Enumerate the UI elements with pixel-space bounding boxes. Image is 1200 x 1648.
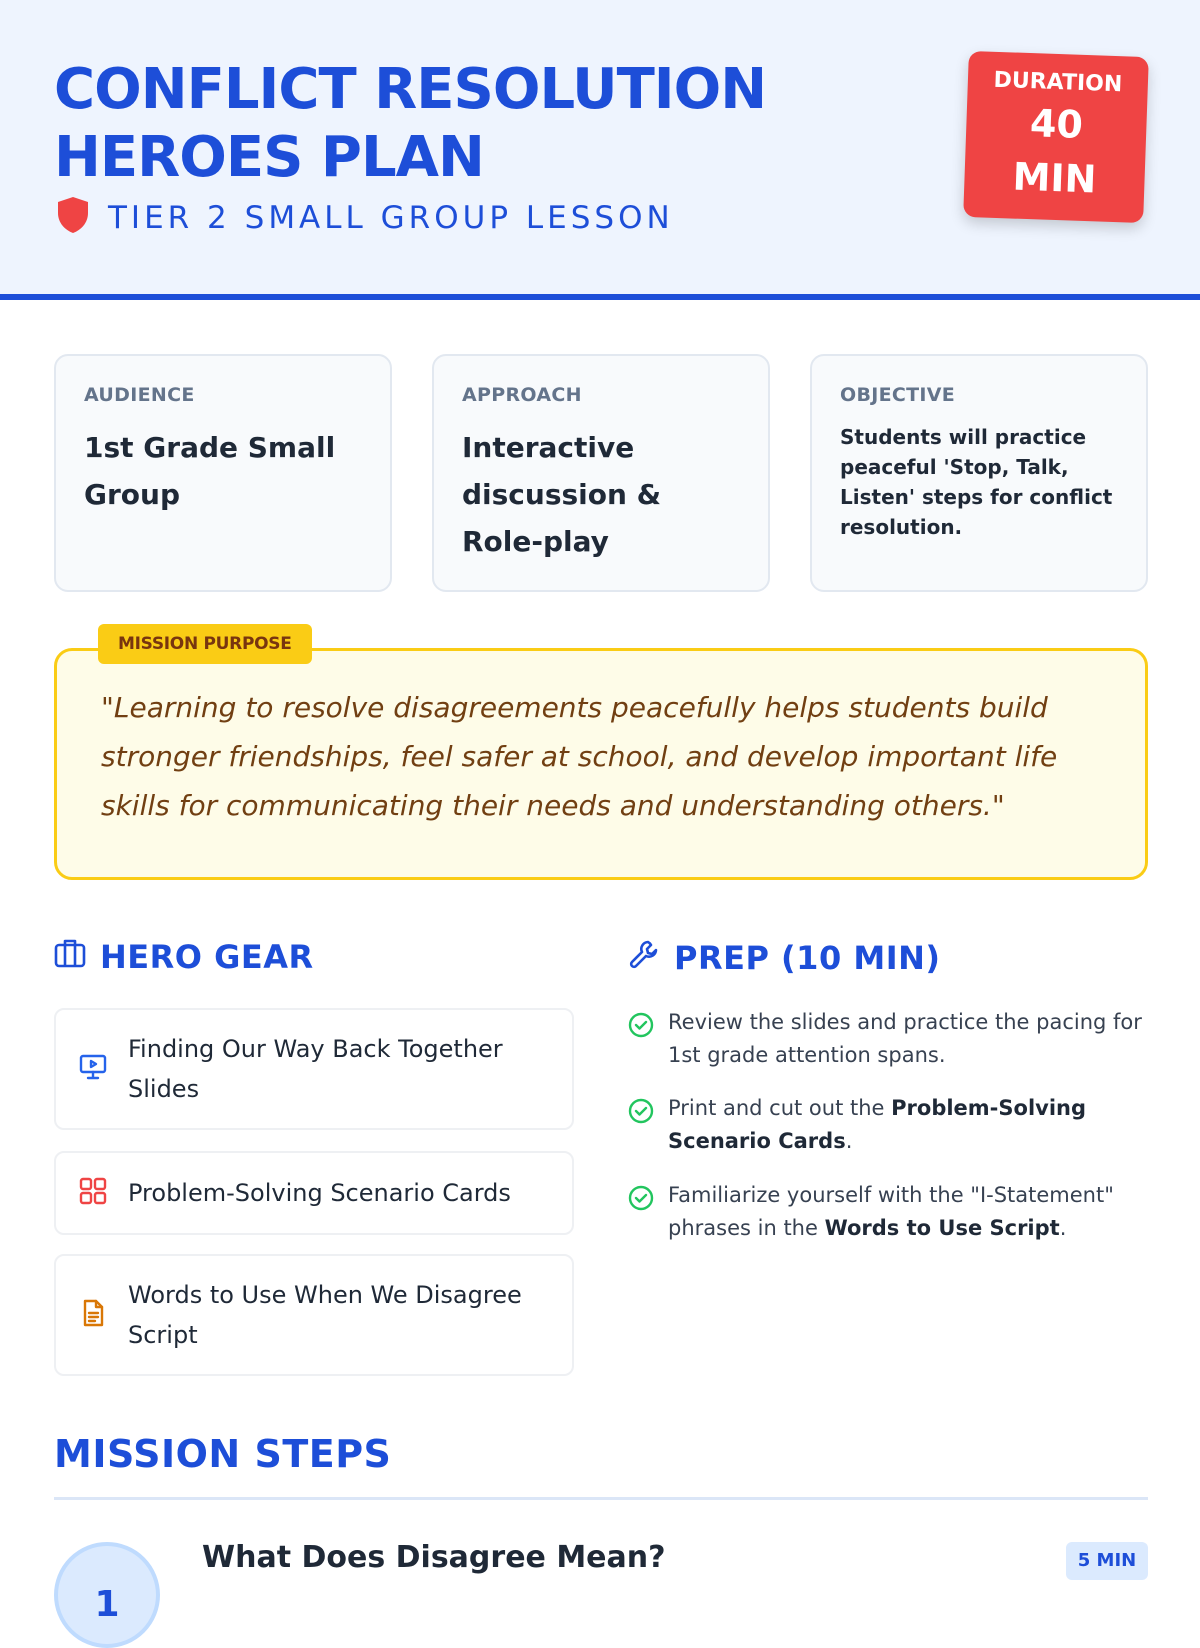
card-label: AUDIENCE (84, 384, 195, 406)
gear-item (54, 1008, 574, 1130)
card-label: APPROACH (462, 384, 582, 406)
briefcase-icon (54, 938, 86, 976)
duration-label: DURATION (993, 67, 1123, 98)
shield-icon (56, 196, 90, 239)
check-circle-icon (628, 1098, 654, 1158)
step-duration-badge: 5 MIN (1066, 1542, 1148, 1580)
page-title (54, 56, 874, 192)
card-value: Interactive discussion & Role-play (462, 431, 662, 558)
gear-item-label: Words to Use When We Disagree Script (128, 1281, 522, 1349)
mission-purpose-box (54, 648, 1148, 880)
gear-item (54, 1254, 574, 1376)
prep-title: PREP (10 MIN) (674, 939, 941, 977)
prep-item (628, 1092, 1148, 1158)
duration-number: 40 (1029, 101, 1084, 147)
wrench-icon (628, 938, 660, 978)
subtitle-text: TIER 2 SMALL GROUP LESSON (108, 199, 674, 236)
duration-unit: MIN (1011, 154, 1098, 202)
duration-badge (963, 51, 1149, 223)
audience-card (54, 354, 392, 592)
hero-gear-title: HERO GEAR (100, 938, 314, 976)
presentation-icon (78, 1052, 108, 1087)
prep-item-text: Familiarize yourself with the "I-Statement" phrases in the Words to Use Script. (668, 1183, 1114, 1240)
step-title: What Does Disagree Mean? (202, 1540, 666, 1575)
prep-item-bold: Problem-Solving Scenario Cards (668, 1096, 1087, 1153)
prep-item-text: Review the slides and practice the pacing for 1st grade attention spans. (668, 1010, 1142, 1067)
step-number: 1 (54, 1542, 160, 1648)
check-circle-icon (628, 1185, 654, 1245)
gear-item-label: Finding Our Way Back Together Slides (128, 1035, 503, 1103)
gear-item (54, 1151, 574, 1235)
gear-item-label: Problem-Solving Scenario Cards (128, 1179, 511, 1207)
hero-gear-heading (54, 938, 314, 976)
grid-icon (78, 1176, 108, 1211)
subtitle (56, 196, 674, 239)
approach-card (432, 354, 770, 592)
card-value: Students will practice peaceful 'Stop, Talk, Listen' steps for conflict resolution. (840, 425, 1113, 539)
mission-steps-heading: MISSION STEPS (54, 1432, 392, 1476)
duration-value (964, 94, 1148, 208)
divider (54, 1497, 1148, 1500)
prep-heading (628, 938, 941, 978)
check-circle-icon (628, 1012, 654, 1072)
prep-item (628, 1006, 1148, 1072)
title-line-1: CONFLICT RESOLUTION (54, 57, 767, 122)
card-label: OBJECTIVE (840, 384, 956, 406)
document-icon (78, 1298, 108, 1333)
mission-purpose-tag: MISSION PURPOSE (98, 624, 312, 664)
prep-item-bold: Words to Use Script (824, 1216, 1060, 1240)
prep-item-text: Print and cut out the Problem-Solving Scenario Cards. (668, 1096, 1087, 1153)
title-line-2: HEROES PLAN (54, 125, 484, 190)
objective-card (810, 354, 1148, 592)
prep-item (628, 1179, 1148, 1245)
card-value: 1st Grade Small Group (84, 431, 336, 511)
header (0, 0, 1200, 300)
purpose-quote: "Learning to resolve disagreements peacefully helps students build stronger friendships, feel safer at school, and develop important life skills for communicating their needs and understanding others." (101, 691, 1058, 822)
